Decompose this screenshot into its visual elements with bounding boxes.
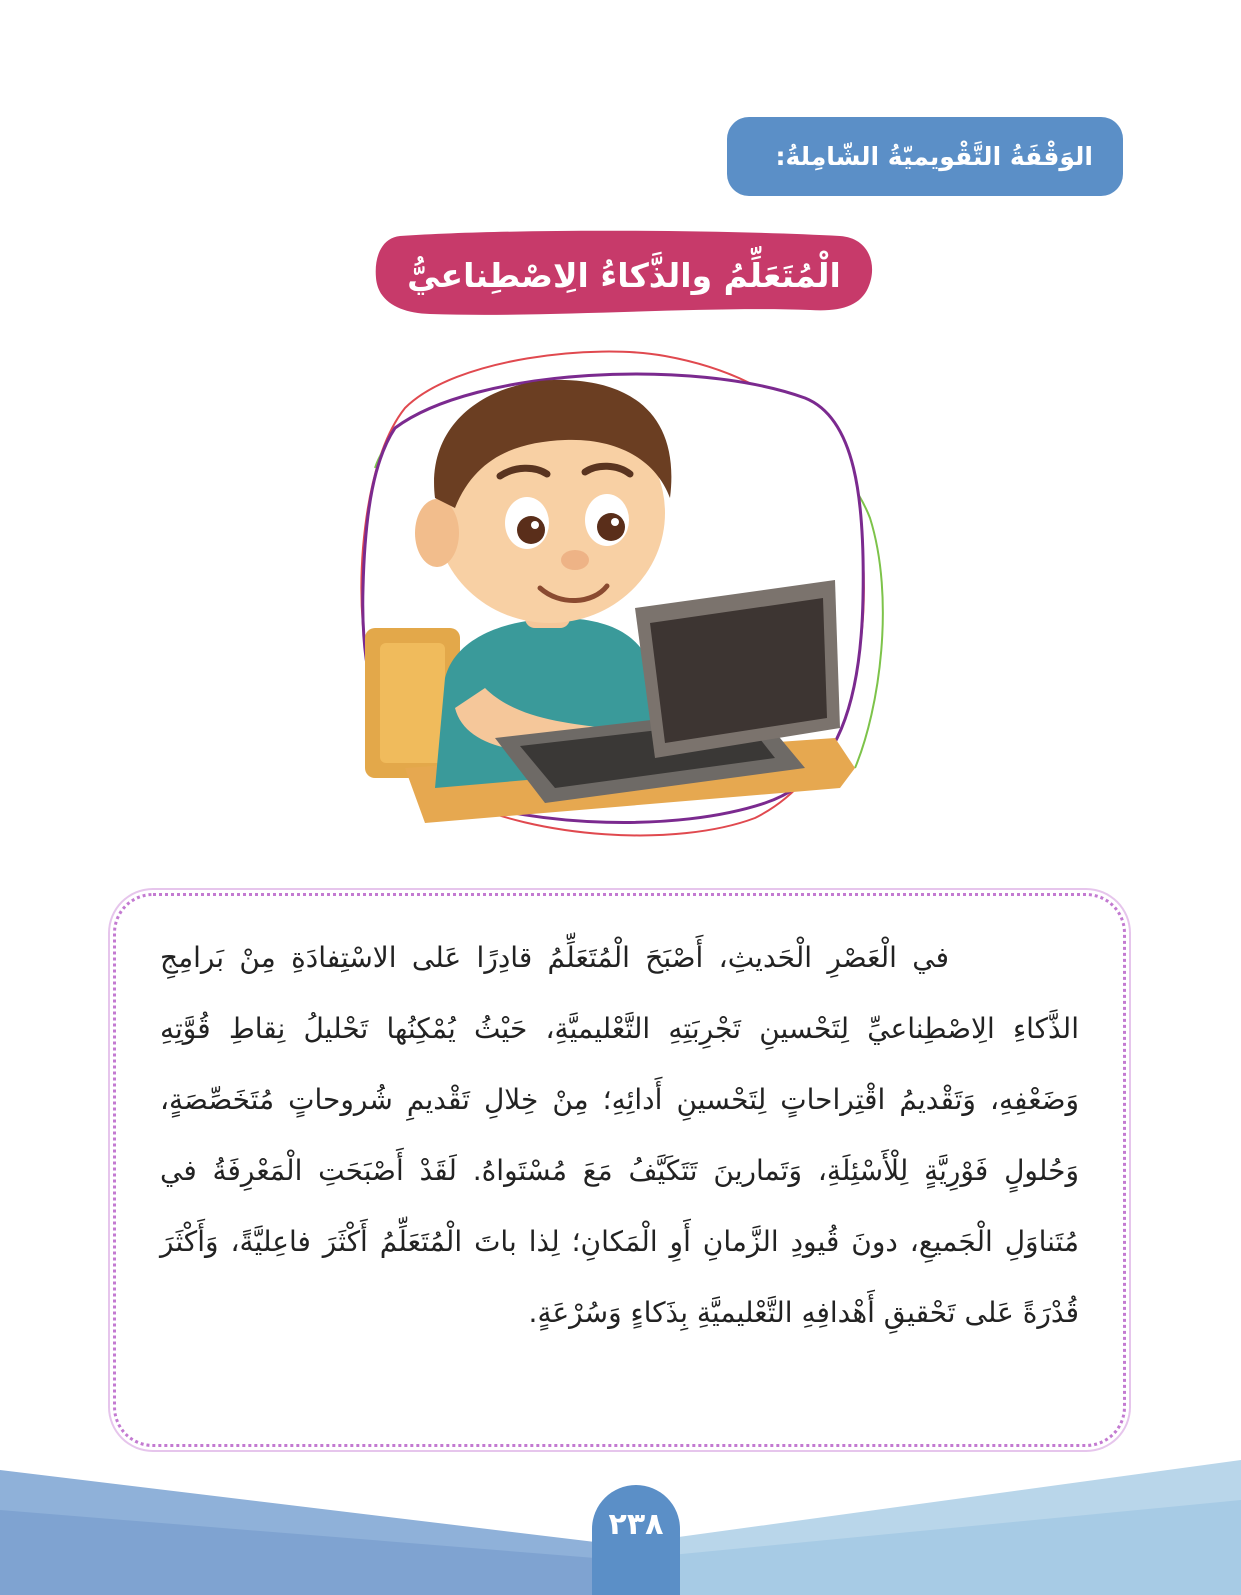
reading-passage-box — [113, 893, 1126, 1447]
page-number-text: ٢٣٨ — [608, 1507, 664, 1542]
page-footer — [0, 1450, 1241, 1595]
boy-laptop-illustration — [335, 348, 895, 848]
boy-using-laptop-icon — [335, 348, 895, 848]
reading-passage-text: في الْعَصْرِ الْحَديثِ، أَصْبَحَ الْمُتَعَلِّمُ قادِرًا عَلى الاسْتِفادَةِ مِنْ بَرامِجِ الذَّكاءِ الِاصْطِناعيِّ لِتَحْسينِ تَجْرِبَتِهِ التَّعْليميَّةِ، حَيْثُ يُمْكِنُها تَحْليلُ نِقاطِ قُوَّتِهِ وَضَعْفِهِ، وَتَقْديمُ اقْتِراحاتٍ لِتَحْسينِ أَدائِهِ؛ مِنْ خِلالِ تَقْديمِ شُروحاتٍ مُتَخَصِّصَةٍ، وَحُلولٍ فَوْرِيَّةٍ لِلْأَسْئِلَةِ، وَتَمارينَ تَتَكَيَّفُ مَعَ مُسْتَواهُ. لَقَدْ أَصْبَحَتِ الْمَعْرِفَةُ في مُتَناوَلِ الْجَميعِ، دونَ قُيودِ الزَّمانِ أَوِ الْمَكانِ؛ لِذا باتَ الْمُتَعَلِّمُ أَكْثَرَ فاعِليَّةً، وَأَكْثَرَ قُدْرَةً عَلى تَحْقيقِ أَهْدافِهِ التَّعْليميَّةِ بِذَكاءٍ وَسُرْعَةٍ. — [160, 941, 1079, 1329]
section-header-text: الوَقْفَةُ التَّقْويميّةُ الشّامِلةُ: — [775, 142, 1093, 171]
lesson-title: الْمُتَعَلِّمُ والذَّكاءُ الِاصْطِناعيُّ — [407, 255, 841, 295]
page-number — [592, 1485, 680, 1595]
section-header — [727, 117, 1123, 196]
lesson-title-ribbon — [370, 226, 878, 320]
